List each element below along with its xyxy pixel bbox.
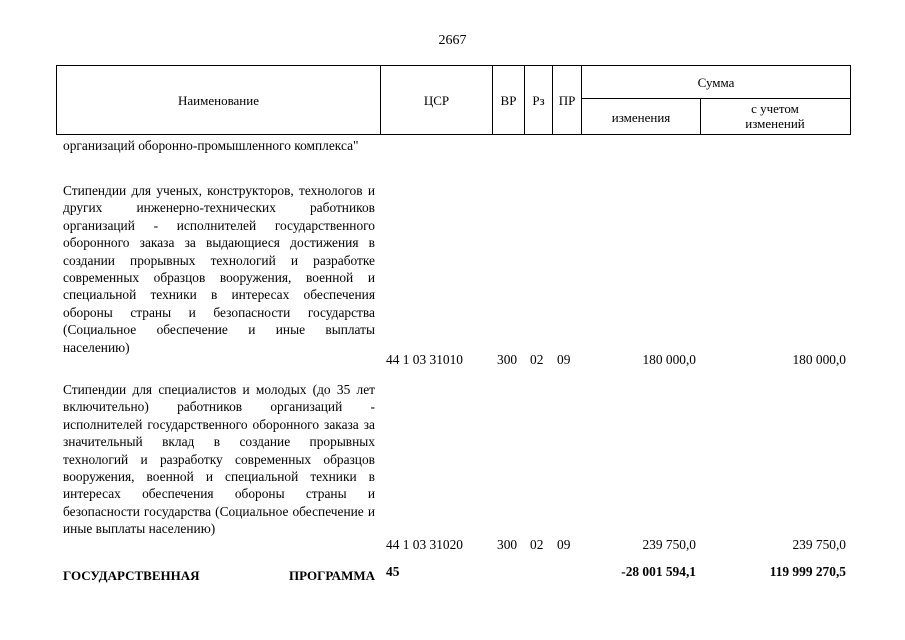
row-1-rz: 02 <box>530 352 544 367</box>
row-3-name: ГОСУДАРСТВЕННАЯ ПРОГРАММА <box>63 568 375 583</box>
page-number: 2667 <box>438 33 467 48</box>
row-3-with-change: 119 999 270,5 <box>769 564 846 579</box>
row-3-change: -28 001 594,1 <box>621 564 696 579</box>
header-change: изменения <box>611 110 671 125</box>
row-2-vr: 300 <box>497 537 518 552</box>
row-2-name: Стипендии для специалистов и молодых (до 35 лет включительно) работников организаций - исполнителей государственного оборонного заказа за значительный вклад в создание прорывных технологий и разработку современных образцов вооружения, военной и специальной техники в интересах обеспечения обороны страны и безопасности государства (Социальное обеспечение и иные выплаты населению) <box>63 382 375 537</box>
row-1-csr: 44 1 03 31010 <box>386 352 463 367</box>
row-2-csr: 44 1 03 31020 <box>386 537 463 552</box>
row-1-change: 180 000,0 <box>642 352 696 367</box>
row-1-with-change: 180 000,0 <box>792 352 846 367</box>
header-pr: ПР <box>558 93 576 108</box>
header-name: Наименование <box>178 93 259 108</box>
col-border-change <box>700 98 701 135</box>
row-1-name: Стипендии для ученых, конструкторов, технологов и других инженерно-технических работников организаций - исполнителей государственного оборонного заказа за выдающиеся достижения в создании прорывных технологий и разработке современных образцов вооружения, военной и специальной техники в интересах обеспечения обороны страны и безопасности государства (Социальное обеспечение и иные выплаты населению) <box>63 183 375 355</box>
row-0-name: организаций оборонно-промышленного комплекса" <box>63 138 359 153</box>
header-rz: Рз <box>532 93 545 108</box>
sum-divider <box>581 98 851 99</box>
row-1-pr: 09 <box>557 352 571 367</box>
col-border-right <box>850 65 851 135</box>
header-csr: ЦСР <box>423 93 450 108</box>
row-2-rz: 02 <box>530 537 544 552</box>
header-vr: ВР <box>500 93 517 108</box>
row-1-vr: 300 <box>497 352 518 367</box>
row-2-pr: 09 <box>557 537 571 552</box>
row-2-with-change: 239 750,0 <box>792 537 846 552</box>
header-with-change: с учетом изменений <box>745 101 805 131</box>
header-bottom-border <box>56 134 851 135</box>
row-3-csr: 45 <box>386 564 400 579</box>
header-top-border <box>56 65 851 66</box>
row-2-change: 239 750,0 <box>642 537 696 552</box>
header-sum: Сумма <box>697 75 735 90</box>
